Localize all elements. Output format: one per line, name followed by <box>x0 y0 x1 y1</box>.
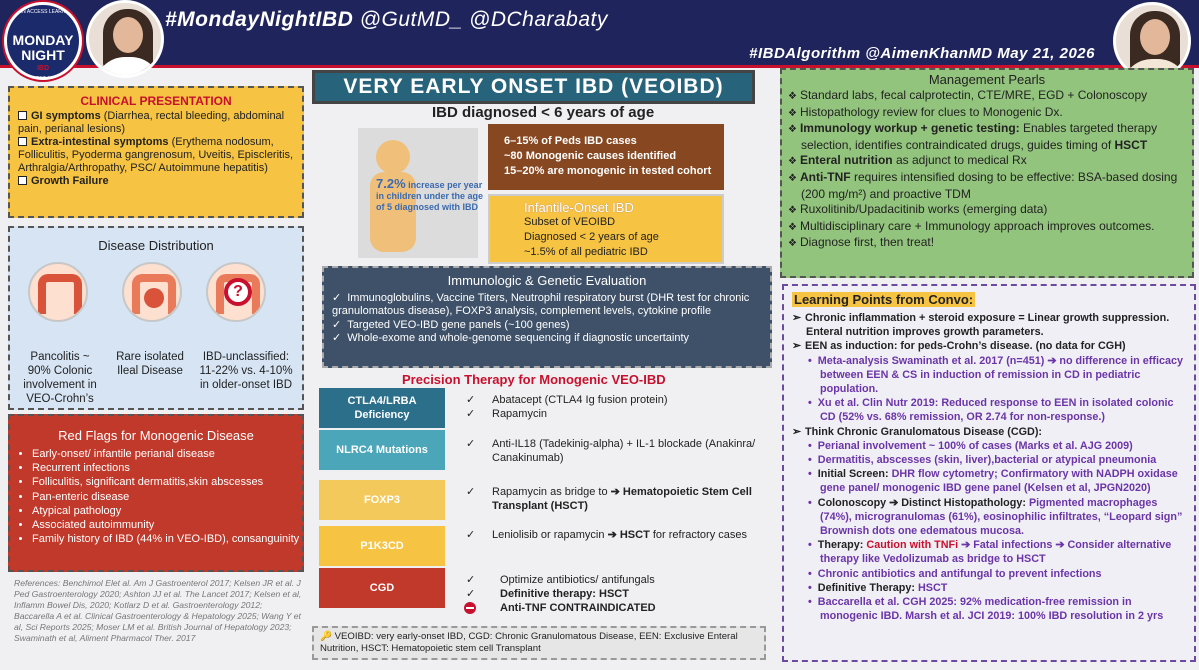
checkbox-icon <box>18 111 27 120</box>
check-icon: ✓ <box>466 486 476 498</box>
red-flags-title: Red Flags for Monogenic Disease <box>58 428 254 443</box>
colon-icon <box>28 262 88 322</box>
red-flag-item: • Pan-enteric disease <box>32 490 302 504</box>
learn-subitem: • Initial Screen: DHR flow cytometry; Confirmatory with NADPH oxidase gene panel/ monogenic IBD gene panel (Kelsen et al, JPGN2020) <box>792 467 1188 495</box>
precision-therapy-title: Precision Therapy for Monogenic VEO-IBD <box>402 372 666 387</box>
learn-item: ➢ Chronic inflammation + steroid exposure = Linear growth suppression. Enteral nutrition improves growth parameters. <box>792 311 1188 339</box>
monday-night-ibd-logo: OPEN ACCESS LEARNING MONDAY NIGHT IBD ONE TWEET AT A TIME <box>4 2 82 80</box>
learn-subitem: • Meta-analysis Swaminath et al. 2017 (n=451) ➔ no difference in efficacy between EEN & CS in induction of remission in CD in pediatric population. <box>792 354 1188 397</box>
therapy-label-foxp3: FOXP3 <box>319 480 445 520</box>
therapy-label-nlrc4: NLRC4 Mutations <box>319 430 445 470</box>
learn-title: Learning Points from Convo: <box>794 292 974 307</box>
child-stat: 7.2% increase per year in children under the age of 5 diagnosed with IBD <box>376 176 484 212</box>
prohibited-icon <box>464 602 476 614</box>
therapy-label-pik3cd: P1K3CD <box>319 526 445 566</box>
immuno-item: ✓ Immunoglobulins, Vaccine Titers, Neutrophil respiratory burst (DHR test for chronic granulomatous disease), FOXP3 analysis, complement levels, cytokine profile <box>332 292 762 319</box>
distribution-caption: IBD-unclassified: 11-22% vs. 4-10% in older-onset IBD <box>199 351 293 391</box>
learn-subitem: • Therapy: Caution with TNFi ➔ Fatal infections ➔ Consider alternative therapy like Vedolizumab as bridge to HSCT <box>792 538 1188 566</box>
red-flag-item: • Atypical pathology <box>32 504 302 518</box>
distribution-caption: Pancolitis ~ 90% Colonic involvement in VEO-Crohn’s <box>23 351 97 405</box>
mgmt-item: ❖ Diagnose first, then treat! <box>788 235 1186 252</box>
key-icon: 🔑 <box>320 631 335 642</box>
learn-subitem: • Dermatitis, abscesses (skin, liver),bacterial or atypical pneumonia <box>792 453 1188 467</box>
clinical-presentation-box <box>8 86 304 218</box>
mgmt-item: ❖ Immunology workup + genetic testing: Enables targeted therapy selection, identifies contraindicated drugs, guides timing of HSCT <box>788 121 1186 153</box>
abbreviations-note: 🔑 VEOIBD: very early-onset IBD, CGD: Chronic Granulomatous Disease, EEN: Exclusive Enteral Nutrition, HSCT: Hematopoietic stem cell Transplant <box>312 626 766 660</box>
immuno-title: Immunologic & Genetic Evaluation <box>447 273 647 288</box>
checkbox-icon <box>18 176 27 185</box>
learn-item: ➢ EEN as induction: for peds-Crohn’s disease. (no data for CGH) <box>792 339 1188 353</box>
mgmt-item: ❖ Anti-TNF requires intensified dosing to be effective: BSA-based dosing (200 mg/m²) and proactive TDM <box>788 170 1186 202</box>
check-icon: ✓ <box>466 438 476 450</box>
header-title: #MondayNightIBD @GutMD_ @DCharabaty <box>165 8 608 31</box>
red-flag-item: • Folliculitis, significant dermatitis,skin abscesses <box>32 475 302 489</box>
mgmt-item: ❖ Standard labs, fecal calprotectin, CTE/MRE, EGD + Colonoscopy <box>788 88 1186 105</box>
distribution-title: Disease Distribution <box>98 238 214 253</box>
distribution-caption: Rare isolated Ileal Disease <box>116 351 184 377</box>
clinical-item: GI symptoms (Diarrhea, rectal bleeding, abdominal pain, perianal lesions) <box>18 110 285 135</box>
immuno-item: ✓ Targeted VEO-IBD gene panels (~100 genes) <box>332 319 762 332</box>
ileum-icon <box>122 262 182 322</box>
clinical-title: CLINICAL PRESENTATION <box>80 94 232 108</box>
learn-item: ➢ Think Chronic Granulomatous Disease (CGD): <box>792 425 1188 439</box>
clinical-item: Extra-intestinal symptoms (Erythema nodosum, Folliculitis, Pyoderma gangrenosum, Uveitis, Episcleritis, Arthralgia/Arthropathy, PSC/ Autoimmune hepatitis) <box>18 136 294 174</box>
page-title: VERY EARLY ONSET IBD (VEOIBD) <box>312 70 755 104</box>
mgmt-item: ❖ Ruxolitinib/Upadacitinib works (emerging data) <box>788 202 1186 219</box>
red-flag-item: • Recurrent infections <box>32 461 302 475</box>
management-pearls-box <box>780 68 1194 278</box>
mgmt-item: ❖ Enteral nutrition as adjunct to medical Rx <box>788 153 1186 170</box>
learn-subitem: • Colonoscopy ➔ Distinct Histopathology: Pigmented macrophages (74%), microgranulomas (61%), eosinophilic infiltrates, “Leopard sign” Brownish dots one edematous mucosa. <box>792 496 1188 539</box>
immuno-item: ✓ Whole-exome and whole-genome sequencing if diagnostic uncertainty <box>332 332 762 345</box>
learning-points-box <box>782 284 1196 662</box>
references: References: Benchimol Elet al. Am J Gastroenterol 2017; Kelsen JR et al. J Ped Gastroenterology 2020; Ashton JJ et al. The Lancet 2017; Kelsen et al, Inflamm Bowel Dis, 2020; Kotlarz D et al. Gastroenterology 2012; Baccarella A et al. Clinical Gastroenterology & Hepatology 2025; Wang Y et al, Sci Reports 2025; Moser LM et al. British Journal of Hepatology 2023; Swaminath et al, Aliment Pharmacol Ther. 2017 <box>14 578 302 643</box>
check-icon: ✓ ✓ <box>466 394 476 420</box>
red-flag-item: • Family history of IBD (44% in VEO-IBD), consanguinity <box>32 532 302 546</box>
diagnosis-criteria: IBD diagnosed < 6 years of age <box>432 104 655 121</box>
check-icon: ✓ ✓ <box>466 574 476 600</box>
red-flag-item: • Early-onset/ infantile perianal disease <box>32 447 302 461</box>
learn-subitem: • Chronic antibiotics and antifungal to prevent infections <box>792 567 1188 581</box>
check-icon: ✓ <box>466 529 476 541</box>
red-flags-box <box>8 414 304 572</box>
learn-subitem: • Xu et al. Clin Nutr 2019: Reduced response to EEN in isolated colonic CD (52% vs. 68% remission, OR 2.74 for non-response.) <box>792 396 1188 424</box>
question-colon-icon: ? <box>206 262 266 322</box>
therapy-label-cgd: CGD <box>319 568 445 608</box>
learn-subitem: • Definitive Therapy: HSCT <box>792 581 1188 595</box>
red-flag-item: • Associated autoimmunity <box>32 518 302 532</box>
checkbox-icon <box>18 137 27 146</box>
learn-subitem: • Perianal involvement ~ 100% of cases (Marks et al. AJG 2009) <box>792 439 1188 453</box>
infantile-onset-box: Infantile-Onset IBD Subset of VEOIBD Diagnosed < 2 years of age ~1.5% of all pediatric IBD <box>488 194 724 264</box>
learn-subitem: • Baccarella et al. CGH 2025: 92% medication-free remission in monogenic IBD. Marsh et al. JCI 2019: 100% IBD resolution in 2 yrs <box>792 595 1188 623</box>
header-subtitle: #IBDAlgorithm @AimenKhanMD May 21, 2026 <box>749 45 1095 62</box>
mgmt-title: Management Pearls <box>928 72 1046 87</box>
clinical-item: Growth Failure <box>18 175 294 188</box>
epidemiology-facts: 6–15% of Peds IBD cases ~80 Monogenic causes identified 15–20% are monogenic in tested cohort <box>488 124 724 190</box>
author-avatar-left <box>86 0 164 78</box>
mgmt-item: ❖ Multidisciplinary care + Immunology approach improves outcomes. <box>788 219 1186 236</box>
immunologic-evaluation-box <box>322 266 772 368</box>
mgmt-item: ❖ Histopathology review for clues to Monogenic Dx. <box>788 105 1186 122</box>
therapy-label-ctla4: CTLA4/LRBA Deficiency <box>319 388 445 428</box>
